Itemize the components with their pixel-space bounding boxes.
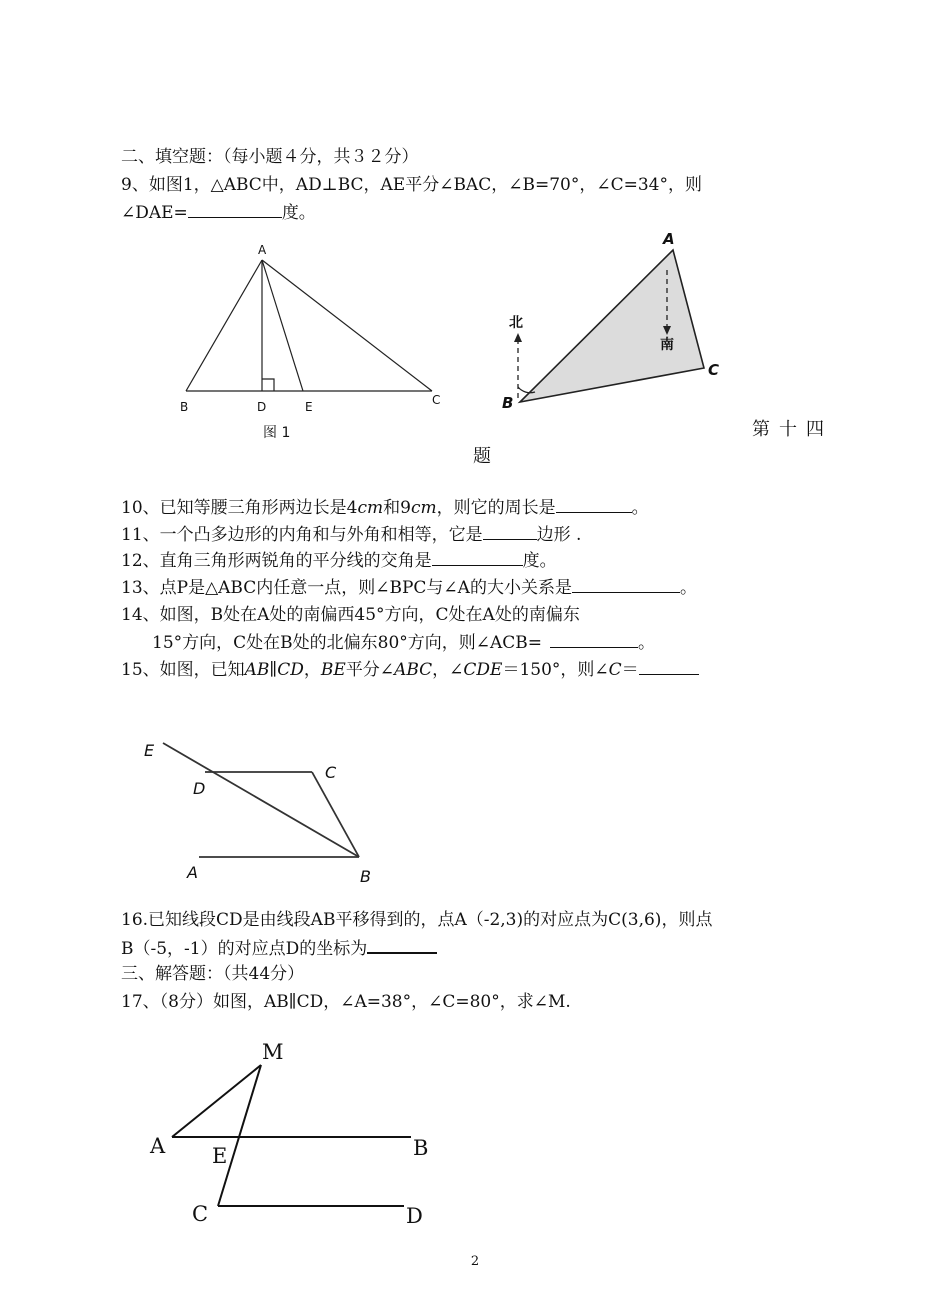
q15-line: [121, 658, 699, 682]
q16-text: B（-5，-1）的对应点D的坐标为: [121, 939, 368, 959]
q16-line2: [121, 936, 437, 961]
figure-17: [140, 1035, 440, 1235]
fig14-caption-a: 第十四: [752, 419, 833, 440]
fig17-label-e: E: [212, 1144, 228, 1168]
fig14-north-arrow-head: [514, 333, 522, 342]
fig14-label-north: 北: [509, 315, 523, 331]
fig14-label-south: 南: [660, 337, 674, 353]
q17-line: 17、（8分）如图，AB∥CD，∠A=38°，∠C=80°，求∠M.: [121, 992, 571, 1012]
q16-line1: 16.已知线段CD是由线段AB平移得到的，点A（-2,3)的对应点为C(3,6)，则点: [121, 910, 713, 930]
q14-line2: [152, 631, 655, 655]
q10-answer-blank[interactable]: [556, 496, 632, 513]
q12-line: [121, 549, 557, 573]
fig1-caption: 图 1: [263, 425, 291, 441]
figure-1: [170, 236, 460, 446]
q13-answer-blank[interactable]: [572, 576, 680, 593]
fig1-label-e: E: [305, 400, 313, 414]
q11-answer-blank[interactable]: [483, 523, 537, 540]
q9-line2: [121, 201, 316, 225]
fig1-side-ab: [186, 260, 262, 391]
fig17-label-m: M: [262, 1040, 284, 1064]
fig17-line-mc: [218, 1065, 261, 1206]
q10-text-d: 。: [631, 498, 649, 518]
q15-text-b: ，: [303, 660, 321, 680]
q14-line1: 14、如图，B处在A处的南偏西45°方向，C处在A处的南偏东: [121, 605, 580, 625]
q12-text-a: 12、直角三角形两锐角的平分线的交角是: [121, 551, 432, 571]
q16-answer-blank[interactable]: [367, 936, 437, 954]
fig15-label-c: C: [325, 763, 337, 782]
q14-text-a: 15°方向，C处在B处的北偏东80°方向，则∠ACB=: [152, 633, 543, 653]
fig14-label-c: C: [708, 361, 720, 379]
q15-abc: ABC: [394, 660, 433, 680]
q15-text-d: ，∠: [432, 660, 464, 680]
fig14-caption-b: 题: [473, 446, 491, 467]
page-number: 2: [470, 1254, 480, 1269]
fig1-label-c: C: [432, 393, 441, 407]
q15-answer-blank[interactable]: [639, 658, 699, 675]
fig1-label-d: D: [257, 400, 267, 414]
figure-15: [135, 730, 395, 895]
q15-ab-cd: AB∥CD: [244, 660, 304, 680]
fig1-side-ac: [262, 260, 432, 391]
q9-line1: 9、如图1，△ABC中，AD⊥BC，AE平分∠BAC，∠B=70°，∠C=34°，则: [121, 175, 702, 195]
q13-line: [121, 576, 697, 600]
figure-14: [495, 225, 735, 420]
fig15-label-e: E: [144, 741, 155, 760]
fig17-label-d: D: [406, 1204, 423, 1228]
q10-text-c: ，则它的周长是: [436, 498, 556, 518]
q14-answer-blank[interactable]: [550, 631, 638, 648]
section-heading-fill-in: 二、填空题：（每小题４分，共３２分）: [121, 147, 419, 167]
fig14-label-a: A: [663, 230, 675, 248]
fig14-label-b: B: [502, 394, 514, 412]
fig1-right-angle-mark: [262, 379, 274, 391]
fig14-triangle: [520, 250, 704, 402]
q10-text-a: 10、已知等腰三角形两边长是4: [121, 498, 358, 518]
q10-unit-2: cm: [410, 498, 437, 518]
fig17-line-am: [172, 1065, 261, 1137]
q15-c: C: [608, 660, 622, 680]
fig1-label-b: B: [180, 400, 189, 414]
fig1-label-a: A: [258, 243, 267, 257]
q13-text-b: 。: [679, 578, 697, 598]
fig1-bisector-ae: [262, 260, 303, 391]
q13-text-a: 13、点P是△ABC内任意一点，则∠BPC与∠A的大小关系是: [121, 578, 572, 598]
fig17-label-a: A: [150, 1134, 166, 1158]
fig17-label-c: C: [192, 1202, 209, 1226]
section-heading-solve: 三、解答题：（共44分）: [121, 964, 305, 984]
q9-prefix: ∠DAE=: [121, 203, 188, 223]
q15-text-f: ＝: [621, 660, 639, 680]
q12-answer-blank[interactable]: [432, 549, 523, 566]
fig15-label-a: A: [187, 863, 198, 882]
q14-text-b: 。: [638, 633, 656, 653]
q11-line: [121, 523, 581, 547]
q11-text-a: 11、一个凸多边形的内角和与外角和相等，它是: [121, 525, 483, 545]
q15-cde: CDE: [463, 660, 503, 680]
q15-text-e: ＝150°，则∠: [502, 660, 609, 680]
q10-unit-1: cm: [357, 498, 384, 518]
q12-text-b: 度。: [522, 551, 557, 571]
q11-text-b: 边形 .: [536, 525, 582, 545]
fig15-label-d: D: [193, 779, 206, 798]
fig15-line-eb: [163, 743, 359, 857]
q15-text-a: 15、如图，已知: [121, 660, 245, 680]
q10-text-b: 和9: [383, 498, 411, 518]
fig17-label-b: B: [413, 1136, 429, 1160]
q15-text-c: 平分∠: [345, 660, 395, 680]
q15-be: BE: [320, 660, 346, 680]
q9-answer-blank[interactable]: [188, 201, 282, 218]
q9-suffix: 度。: [281, 203, 316, 223]
q10-line: [121, 496, 649, 520]
fig15-label-b: B: [360, 867, 371, 886]
